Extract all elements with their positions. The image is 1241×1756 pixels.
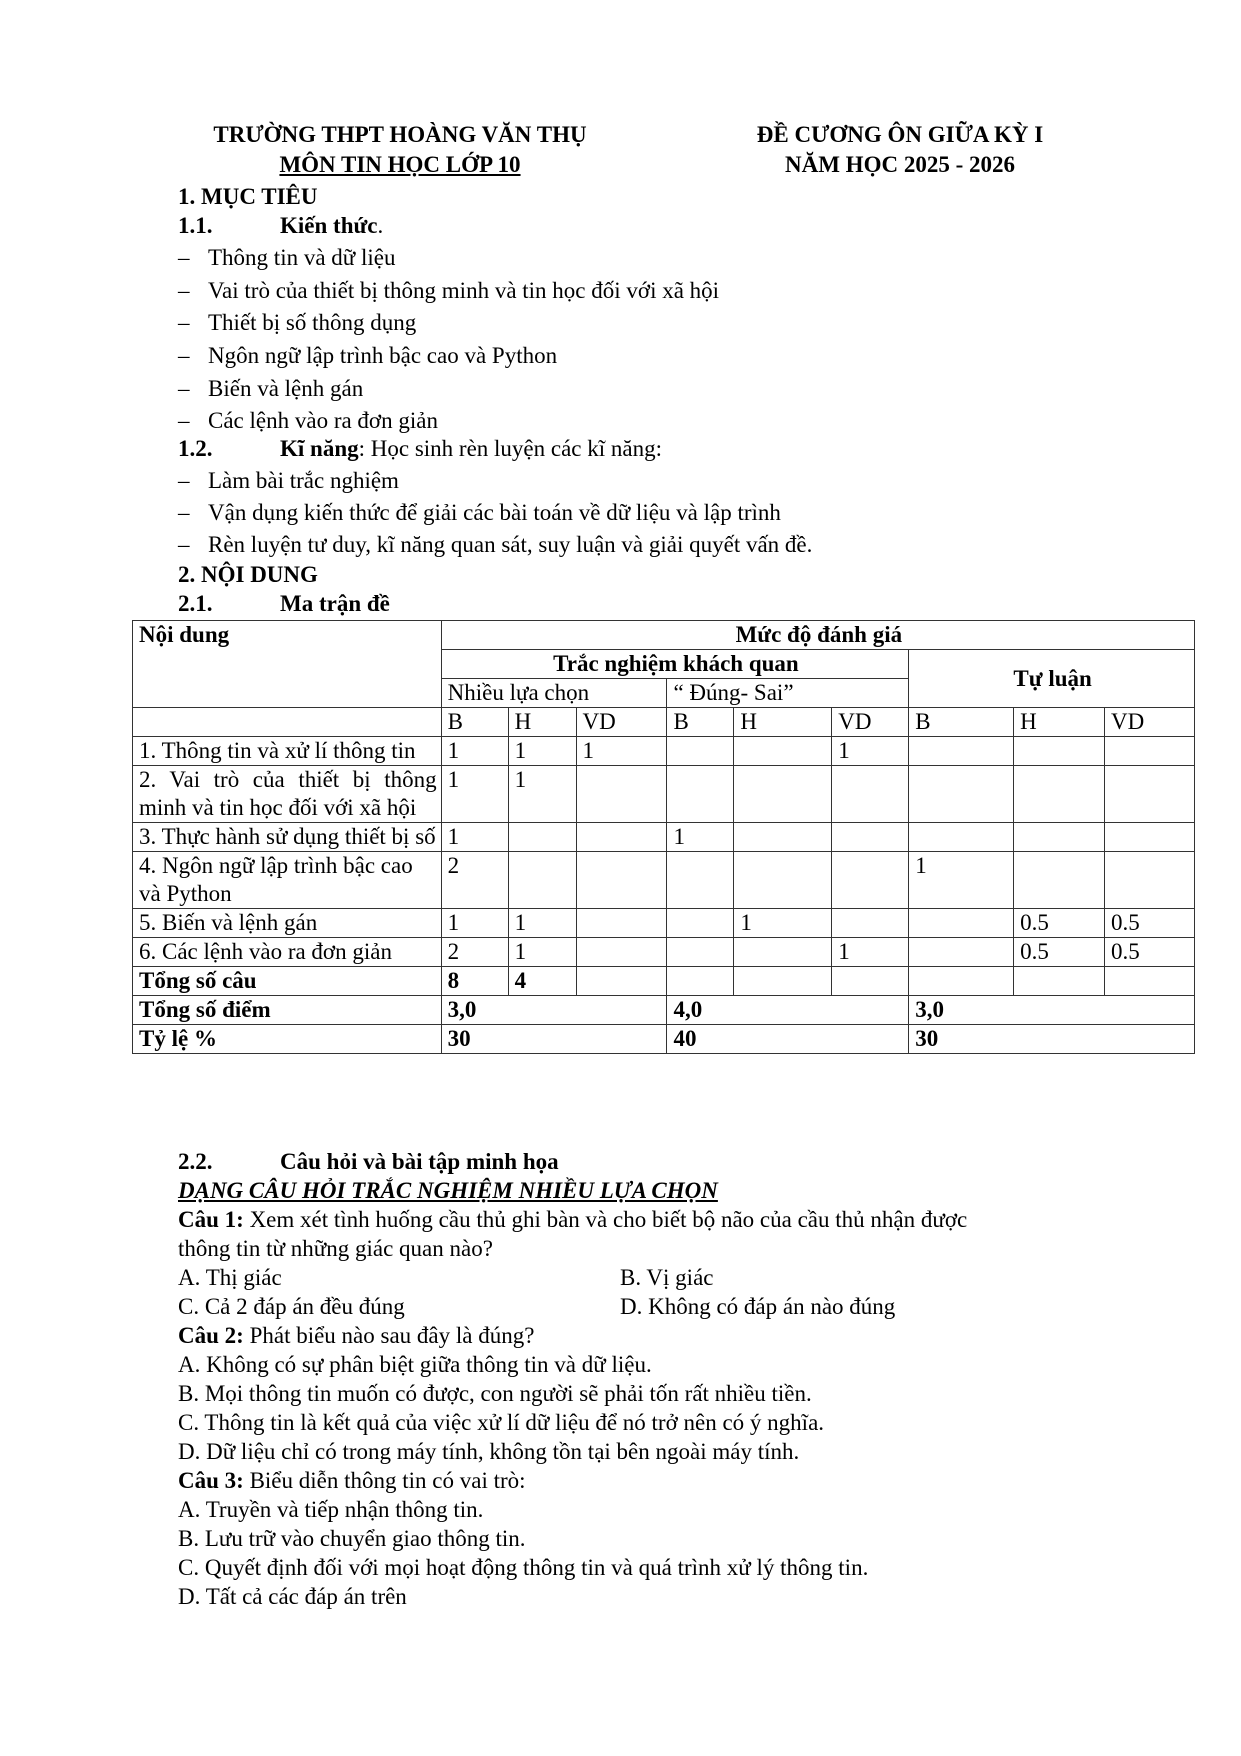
table-cell: 1 bbox=[441, 823, 508, 852]
level-cell: B bbox=[667, 708, 734, 737]
table-cell bbox=[1105, 967, 1195, 996]
table-row bbox=[133, 909, 1195, 938]
table-cell: 1 bbox=[441, 909, 508, 938]
level-cell: B bbox=[441, 708, 508, 737]
table-row bbox=[133, 766, 1195, 823]
answer-option: A. Thị giác bbox=[178, 1265, 282, 1290]
table-cell: 1 bbox=[508, 938, 576, 967]
table-row bbox=[133, 938, 1195, 967]
table-cell: 30 bbox=[909, 1025, 1195, 1054]
table-row bbox=[133, 737, 1195, 766]
table-cell bbox=[1014, 967, 1105, 996]
document-title: ĐỀ CƯƠNG ÔN GIỮA KỲ I bbox=[756, 122, 1044, 147]
table-cell: 1 bbox=[832, 938, 909, 967]
table-cell: 1 bbox=[508, 909, 576, 938]
table-cell bbox=[909, 938, 1014, 967]
header-right bbox=[710, 120, 1090, 180]
assessment-matrix-table bbox=[132, 620, 1195, 1054]
answer-option: B. Vị giác bbox=[620, 1265, 714, 1290]
table-cell bbox=[667, 909, 734, 938]
table-cell bbox=[1105, 852, 1195, 909]
header-objective: Trắc nghiệm khách quan bbox=[441, 650, 909, 679]
answer-option: B. Mọi thông tin muốn có được, con người sẽ phải tốn rất nhiều tiền. bbox=[178, 1381, 812, 1406]
table-cell bbox=[576, 967, 667, 996]
table-cell bbox=[909, 909, 1014, 938]
subsection-questions: 2.2. Câu hỏi và bài tập minh họa bbox=[178, 1149, 559, 1174]
table-cell: 1 bbox=[508, 737, 576, 766]
skill-item: – Làm bài trắc nghiệm bbox=[178, 468, 399, 493]
table-cell bbox=[734, 823, 832, 852]
table-cell bbox=[576, 766, 667, 823]
table-cell bbox=[1014, 766, 1105, 823]
answer-option: D. Không có đáp án nào đúng bbox=[620, 1294, 896, 1319]
section-2-title: 2. NỘI DUNG bbox=[178, 562, 318, 587]
table-cell bbox=[909, 967, 1014, 996]
question-type-title: DẠNG CÂU HỎI TRẮC NGHIỆM NHIỀU LỰA CHỌN bbox=[178, 1178, 718, 1203]
row-name: Tổng số điểm bbox=[133, 996, 442, 1025]
header-left bbox=[170, 120, 630, 180]
answer-option: B. Lưu trữ vào chuyển giao thông tin. bbox=[178, 1526, 526, 1551]
level-cell: B bbox=[909, 708, 1014, 737]
table-cell bbox=[734, 852, 832, 909]
table-cell bbox=[909, 737, 1014, 766]
table-cell: 1 bbox=[441, 766, 508, 823]
table-cell bbox=[832, 909, 909, 938]
question-1-cont: thông tin từ những giác quan nào? bbox=[178, 1236, 493, 1261]
section-1-title: 1. MỤC TIÊU bbox=[178, 184, 318, 209]
table-cell: 3,0 bbox=[441, 996, 667, 1025]
level-cell: H bbox=[1014, 708, 1105, 737]
row-name: 3. Thực hành sử dụng thiết bị số bbox=[133, 823, 442, 852]
table-cell: 1 bbox=[441, 737, 508, 766]
question-2: Câu 2: Phát biểu nào sau đây là đúng? bbox=[178, 1323, 535, 1348]
level-cell: H bbox=[508, 708, 576, 737]
row-name: 2. Vai trò của thiết bị thông minh và tin học đối với xã hội bbox=[133, 766, 442, 823]
empty-cell bbox=[133, 708, 442, 737]
table-cell: 0.5 bbox=[1105, 909, 1195, 938]
knowledge-item: – Các lệnh vào ra đơn giản bbox=[178, 408, 438, 433]
table-cell bbox=[1014, 823, 1105, 852]
table-cell bbox=[734, 967, 832, 996]
header-true-false: “ Đúng- Sai” bbox=[667, 679, 909, 708]
row-name: 1. Thông tin và xử lí thông tin bbox=[133, 737, 442, 766]
table-cell bbox=[1105, 766, 1195, 823]
table-cell bbox=[909, 766, 1014, 823]
knowledge-item: – Ngôn ngữ lập trình bậc cao và Python bbox=[178, 343, 558, 368]
knowledge-item: – Vai trò của thiết bị thông minh và tin học đối với xã hội bbox=[178, 278, 720, 303]
table-cell bbox=[508, 852, 576, 909]
table-cell bbox=[667, 852, 734, 909]
knowledge-item: – Thiết bị số thông dụng bbox=[178, 310, 417, 335]
subsection-knowledge: 1.1. Kiến thức. bbox=[178, 213, 384, 238]
table-cell bbox=[576, 852, 667, 909]
row-name: 6. Các lệnh vào ra đơn giản bbox=[133, 938, 442, 967]
table-cell bbox=[832, 967, 909, 996]
header-level: Mức độ đánh giá bbox=[441, 621, 1194, 650]
level-cell: H bbox=[734, 708, 832, 737]
table-cell: 8 bbox=[441, 967, 508, 996]
question-1: Câu 1: Xem xét tình huống cầu thủ ghi bàn và cho biết bộ não của cầu thủ nhận được bbox=[178, 1207, 968, 1232]
table-cell bbox=[1014, 737, 1105, 766]
question-3: Câu 3: Biểu diễn thông tin có vai trò: bbox=[178, 1468, 526, 1493]
table-cell: 1 bbox=[909, 852, 1014, 909]
header-multiple-choice: Nhiều lựa chọn bbox=[441, 679, 667, 708]
skill-item: – Vận dụng kiến thức để giải các bài toán về dữ liệu và lập trình bbox=[178, 500, 781, 525]
table-cell: 0.5 bbox=[1105, 938, 1195, 967]
answer-option: A. Không có sự phân biệt giữa thông tin và dữ liệu. bbox=[178, 1352, 652, 1377]
row-name: Tỷ lệ % bbox=[133, 1025, 442, 1054]
table-cell bbox=[576, 823, 667, 852]
table-cell bbox=[508, 823, 576, 852]
table-cell: 1 bbox=[508, 766, 576, 823]
table-cell bbox=[576, 938, 667, 967]
table-cell bbox=[667, 938, 734, 967]
table-cell bbox=[734, 766, 832, 823]
school-name: TRƯỜNG THPT HOÀNG VĂN THỤ bbox=[213, 122, 587, 147]
row-name: 4. Ngôn ngữ lập trình bậc cao và Python bbox=[133, 852, 442, 909]
table-cell bbox=[832, 823, 909, 852]
table-cell bbox=[909, 823, 1014, 852]
table-cell: 2 bbox=[441, 938, 508, 967]
subsection-matrix: 2.1. Ma trận đề bbox=[178, 591, 390, 616]
table-cell: 1 bbox=[576, 737, 667, 766]
table-cell: 3,0 bbox=[909, 996, 1195, 1025]
table-cell: 0.5 bbox=[1014, 909, 1105, 938]
table-cell bbox=[1105, 737, 1195, 766]
answer-option: A. Truyền và tiếp nhận thông tin. bbox=[178, 1497, 484, 1522]
subsection-skills: 1.2. Kĩ năng: Học sinh rèn luyện các kĩ năng: bbox=[178, 436, 663, 461]
table-cell bbox=[734, 737, 832, 766]
table-cell: 1 bbox=[667, 823, 734, 852]
table-cell bbox=[667, 967, 734, 996]
knowledge-item: – Biến và lệnh gán bbox=[178, 376, 364, 401]
header-content: Nội dung bbox=[133, 621, 442, 708]
level-cell: VD bbox=[832, 708, 909, 737]
table-cell: 2 bbox=[441, 852, 508, 909]
answer-option: C. Quyết định đối với mọi hoạt động thông tin và quá trình xử lý thông tin. bbox=[178, 1555, 869, 1580]
answer-option: C. Thông tin là kết quả của việc xử lí dữ liệu để nó trở nên có ý nghĩa. bbox=[178, 1410, 825, 1435]
answer-option: D. Tất cả các đáp án trên bbox=[178, 1584, 407, 1609]
table-cell: 4 bbox=[508, 967, 576, 996]
knowledge-item: – Thông tin và dữ liệu bbox=[178, 245, 396, 270]
answer-option: C. Cả 2 đáp án đều đúng bbox=[178, 1294, 405, 1319]
header-essay: Tự luận bbox=[909, 650, 1195, 708]
table-cell bbox=[832, 852, 909, 909]
table-cell bbox=[576, 909, 667, 938]
table-cell bbox=[667, 766, 734, 823]
subject-name: MÔN TIN HỌC LỚP 10 bbox=[279, 152, 521, 177]
total-points-row bbox=[133, 996, 1195, 1025]
table-cell: 1 bbox=[734, 909, 832, 938]
table-cell bbox=[1014, 852, 1105, 909]
row-name: 5. Biến và lệnh gán bbox=[133, 909, 442, 938]
skill-item: – Rèn luyện tư duy, kĩ năng quan sát, suy luận và giải quyết vấn đề. bbox=[178, 532, 813, 557]
level-cell: VD bbox=[576, 708, 667, 737]
table-cell bbox=[667, 737, 734, 766]
table-cell bbox=[734, 938, 832, 967]
answer-option: D. Dữ liệu chỉ có trong máy tính, không tồn tại bên ngoài máy tính. bbox=[178, 1439, 800, 1464]
table-row bbox=[133, 823, 1195, 852]
table-cell: 30 bbox=[441, 1025, 667, 1054]
table-row bbox=[133, 852, 1195, 909]
table-cell: 4,0 bbox=[667, 996, 909, 1025]
level-cell: VD bbox=[1105, 708, 1195, 737]
table-cell: 40 bbox=[667, 1025, 909, 1054]
table-cell: 1 bbox=[832, 737, 909, 766]
ratio-row bbox=[133, 1025, 1195, 1054]
table-cell bbox=[832, 766, 909, 823]
school-year: NĂM HỌC 2025 - 2026 bbox=[785, 152, 1015, 177]
table-cell bbox=[1105, 823, 1195, 852]
total-questions-row bbox=[133, 967, 1195, 996]
table-cell: 0.5 bbox=[1014, 938, 1105, 967]
row-name: Tổng số câu bbox=[133, 967, 442, 996]
